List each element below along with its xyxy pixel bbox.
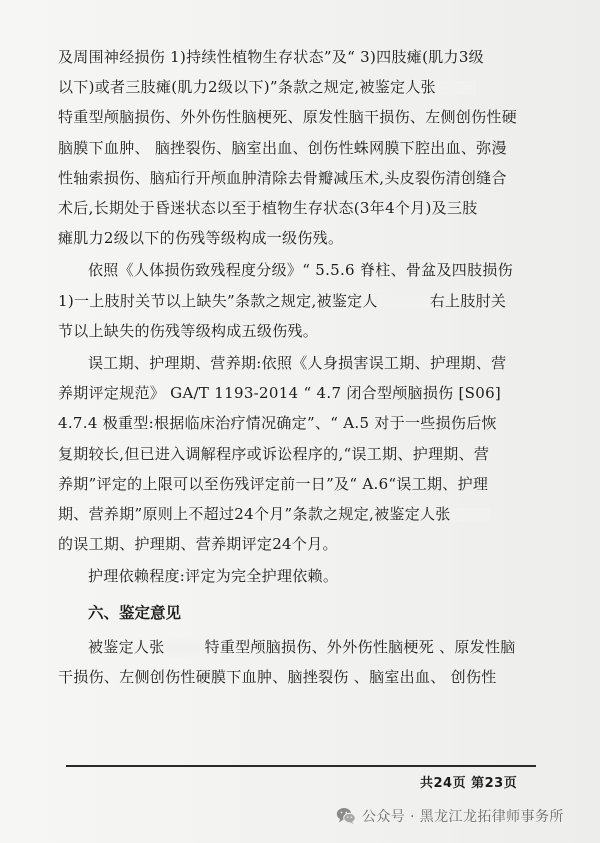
text-line: 性轴索损伤、脑疝行开颅血肿清除去骨瓣减压术,头皮裂伤清创缝合	[58, 168, 507, 187]
text-line: 护理依赖程度:评定为完全护理依赖。	[88, 567, 339, 586]
redaction-mark	[378, 295, 430, 309]
paragraph-nursing-dependency	[58, 561, 558, 591]
watermark-text: 公众号 · 黑龙江龙拓律师事务所	[362, 809, 564, 825]
paragraph-opinion	[58, 632, 558, 692]
text-segment: 被鉴定人张	[88, 637, 165, 656]
text-line	[58, 72, 558, 102]
paragraph-disability-grade-one	[58, 42, 558, 253]
text-line: 节以上缺失的伤残等级构成五级伤残。	[58, 321, 319, 340]
watermark	[336, 806, 564, 826]
page-number: 共24页 第23页	[420, 776, 518, 791]
paragraph-disability-grade-five	[58, 255, 558, 346]
text-line	[58, 499, 558, 529]
redaction-mark	[436, 81, 476, 95]
text-line: 误工期、护理期、营养期:依照《人身损害误工期、护理期、营	[88, 354, 507, 373]
text-line: 4.7.4 极重型:根据临床治疗情况确定”、“ A.5 对于一些损伤后恢	[58, 414, 497, 433]
text-line: 养期”评定的上限可以至伤残评定前一日”及“ A.6“误工期、护理	[58, 474, 489, 493]
wechat-icon	[336, 807, 356, 825]
text-line: 脑膜下血肿、 脑挫裂伤、脑室出血、创伤性蛛网膜下腔出血、弥漫	[58, 138, 507, 157]
paragraph-leave-period	[58, 348, 558, 559]
text-line: 复期较长,但已进入调解程序或诉讼程序的,“误工期、护理期、营	[58, 444, 490, 463]
section-title: 六、鉴定意见	[88, 603, 182, 622]
text-line: 的误工期、护理期、营养期评定24个月。	[58, 535, 338, 554]
document-body	[58, 42, 558, 694]
redaction-mark	[451, 508, 491, 522]
text-segment: 特重型颅脑损伤、外外伤性脑梗死 、原发性脑	[204, 637, 516, 656]
text-line: 依照《人体损伤致残程度分级》“ 5.5.6 脊柱、骨盆及四肢损伤	[88, 261, 513, 280]
text-segment: 期、营养期”原则上不超过24个月”条款之规定,被鉴定人张	[58, 505, 451, 524]
text-line	[58, 286, 558, 316]
text-line: 瘫肌力2级以下的伤残等级构成一级伤残。	[58, 229, 344, 248]
text-line	[58, 632, 558, 662]
text-line: 养期评定规范》 GA/T 1193-2014 “ 4.7 闭合型颅脑损伤 [S06]	[58, 384, 502, 403]
text-segment: 右上肢肘关	[429, 291, 507, 310]
text-line: 及周围神经损伤 1)持续性植物生存状态”及“ 3)四肢瘫(肌力3级	[58, 48, 484, 66]
footer-rule	[66, 765, 536, 767]
text-segment: 1)一上肢肘关节以上缺失”条款之规定,被鉴定人	[58, 291, 378, 310]
text-line: 术后,长期处于昏迷状态以至于植物生存状态(3年4个月)及三肢	[58, 199, 478, 218]
redaction-mark	[165, 641, 205, 655]
text-line: 特重型颅脑损伤、外外伤性脑梗死、原发性脑干损伤、左侧创伤性硬	[58, 108, 518, 127]
text-segment: 以下)或者三肢瘫(肌力2级以下)”条款之规定,被鉴定人张	[58, 78, 436, 97]
text-line: 干损伤、左侧创伤性硬膜下血肿、脑挫裂伤 、脑室出血、 创伤性	[58, 667, 497, 686]
